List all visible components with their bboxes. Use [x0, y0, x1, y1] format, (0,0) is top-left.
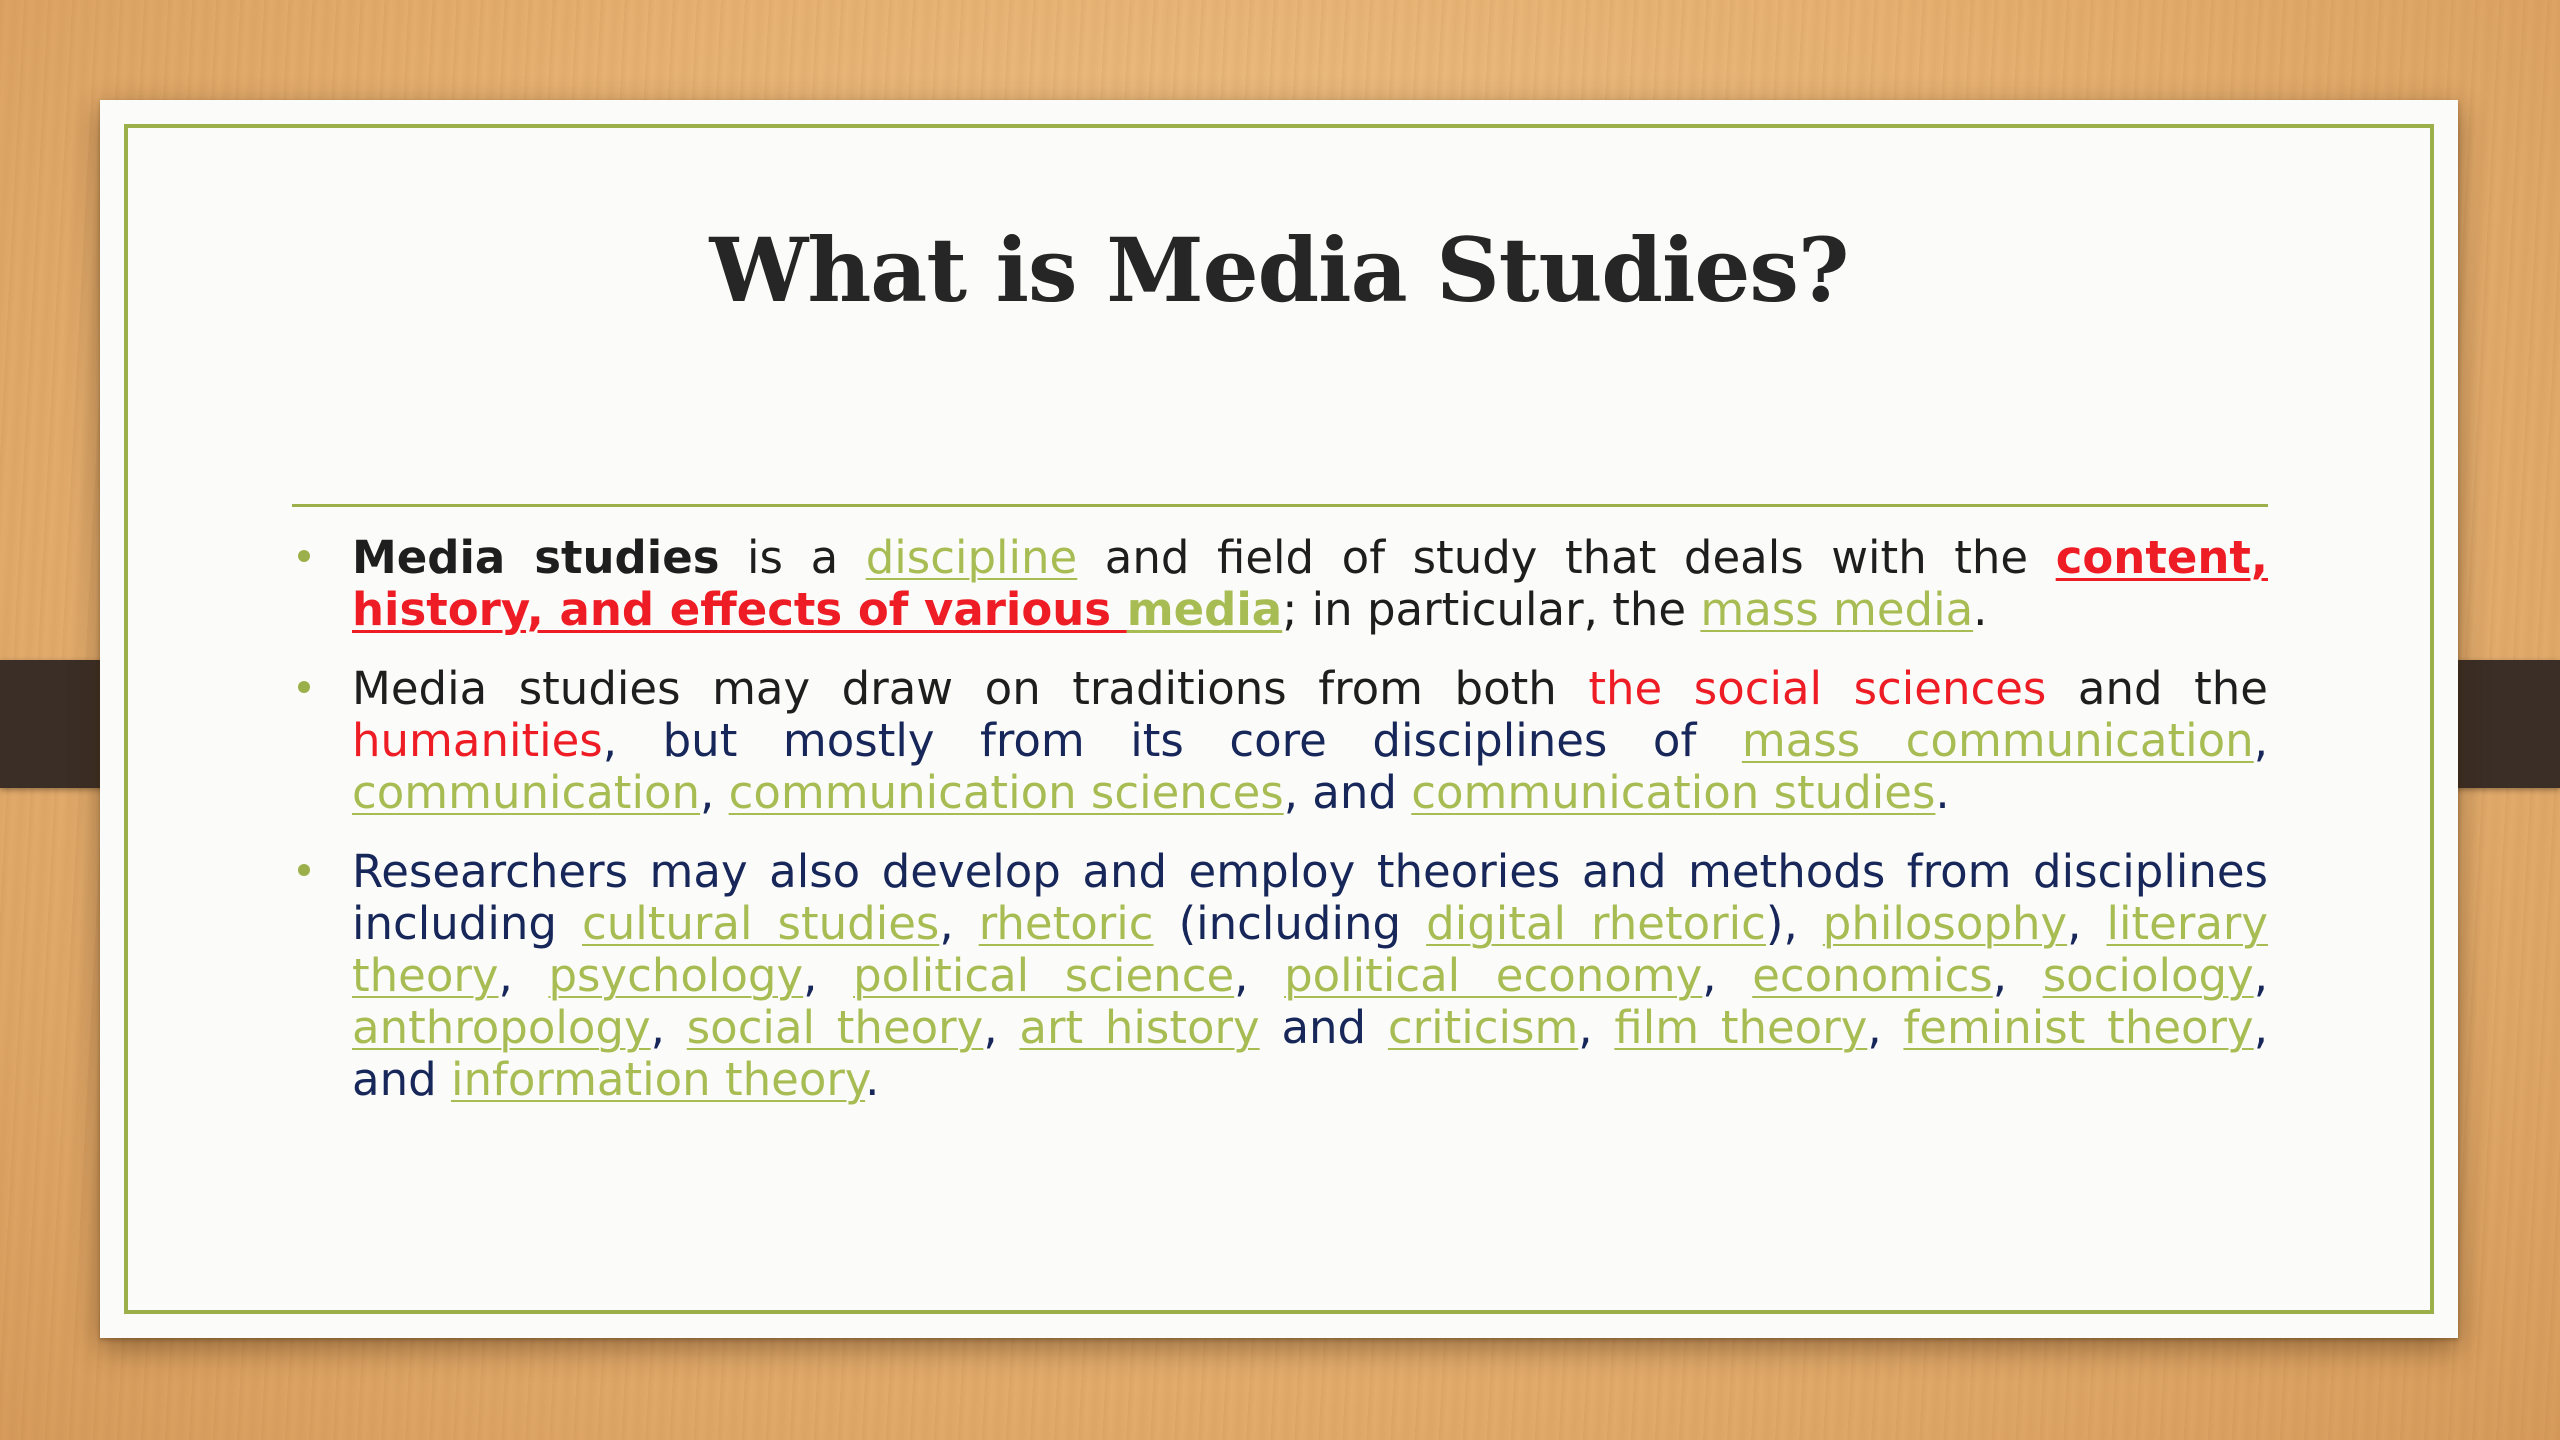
link-psychology[interactable]: psychology: [548, 949, 804, 1002]
highlight-humanities: humanities: [352, 714, 603, 767]
bullet-text: .: [1935, 766, 1950, 819]
bullet-text: ,: [2067, 897, 2107, 950]
bullet-text: ,: [1992, 949, 2043, 1002]
bullet-text: ,: [2253, 714, 2268, 767]
bullet-text: , but mostly from its core disciplines of: [602, 714, 1742, 767]
bullet-text: ,: [983, 1001, 1020, 1054]
link-feminist-theory[interactable]: feminist theory: [1903, 1001, 2254, 1054]
bullet-text: ,: [1867, 1001, 1904, 1054]
bullet-text: ,: [700, 766, 729, 819]
bullet-text: ,: [1702, 949, 1753, 1002]
link-political-science[interactable]: political science: [853, 949, 1235, 1002]
slide-body: [292, 532, 2268, 1133]
bullet-dot-icon: [298, 864, 310, 876]
highlight-social-sciences: the social sciences: [1588, 662, 2047, 715]
bullet-text: ,: [1578, 1001, 1615, 1054]
bullet-text: (including: [1153, 897, 1427, 950]
link-mass-media[interactable]: mass media: [1700, 583, 1974, 636]
link-literary-theory[interactable]: literary theory: [352, 897, 2269, 1002]
bullet-item-2: [292, 663, 2268, 819]
bullet-text: Media studies may draw on traditions from both: [352, 662, 1589, 715]
link-economics[interactable]: economics: [1752, 949, 1993, 1002]
link-communication-studies[interactable]: communication studies: [1411, 766, 1936, 819]
bullet-dot-icon: [298, 550, 310, 562]
bullet-text: ,: [803, 949, 854, 1002]
bullet-dot-icon: [298, 681, 310, 693]
bullet-text: .: [865, 1053, 880, 1106]
bullet-text: ,: [939, 897, 979, 950]
link-criticism[interactable]: criticism: [1387, 1001, 1579, 1054]
title-divider: [292, 504, 2268, 507]
bullet-item-1: [292, 532, 2268, 636]
bullet-text: .: [1973, 583, 1988, 636]
link-rhetoric[interactable]: rhetoric: [978, 897, 1154, 950]
link-political-economy[interactable]: political economy: [1284, 949, 1703, 1002]
bullet-text: and: [1259, 1001, 1388, 1054]
bullet-text: ,: [1234, 949, 1285, 1002]
bullet-text: ,: [650, 1001, 687, 1054]
bullet-text: and the: [2046, 662, 2268, 715]
link-communication-sciences[interactable]: communication sciences: [728, 766, 1284, 819]
link-discipline[interactable]: discipline: [865, 531, 1078, 584]
link-anthropology[interactable]: anthropology: [352, 1001, 651, 1054]
link-sociology[interactable]: sociology: [2042, 949, 2254, 1002]
slide-paper: [100, 100, 2458, 1338]
link-content-history-effects[interactable]: content, history, and effects of various: [352, 531, 2268, 636]
link-cultural-studies[interactable]: cultural studies: [581, 897, 940, 950]
bullet-text: ,: [2253, 949, 2269, 1002]
link-social-theory[interactable]: social theory: [686, 1001, 984, 1054]
bullet-text: , and: [352, 1001, 2268, 1106]
bullet-text: is a: [719, 531, 866, 584]
bullet-text: ,: [498, 949, 549, 1002]
link-film-theory[interactable]: film theory: [1614, 1001, 1868, 1054]
bullet-text: Media studies: [352, 531, 720, 584]
link-information-theory[interactable]: information theory: [450, 1053, 866, 1106]
link-philosophy[interactable]: philosophy: [1822, 897, 2068, 950]
link-mass-communication[interactable]: mass communication: [1741, 714, 2254, 767]
link-media[interactable]: media: [1126, 583, 1283, 636]
bullet-text: Researchers may also develop and employ theories and methods from disciplines including: [352, 845, 2268, 950]
bullet-text: , and: [1283, 766, 1412, 819]
link-digital-rhetoric[interactable]: digital rhetoric: [1426, 897, 1766, 950]
bullet-text: ; in particular, the: [1282, 583, 1701, 636]
bullet-text: ),: [1765, 897, 1823, 950]
bullet-item-3: [292, 846, 2268, 1106]
link-communication[interactable]: communication: [352, 766, 701, 819]
link-art-history[interactable]: art history: [1019, 1001, 1260, 1054]
bullet-text: and field of study that deals with the: [1077, 531, 2056, 584]
slide-title: What is Media Studies?: [709, 218, 1849, 322]
